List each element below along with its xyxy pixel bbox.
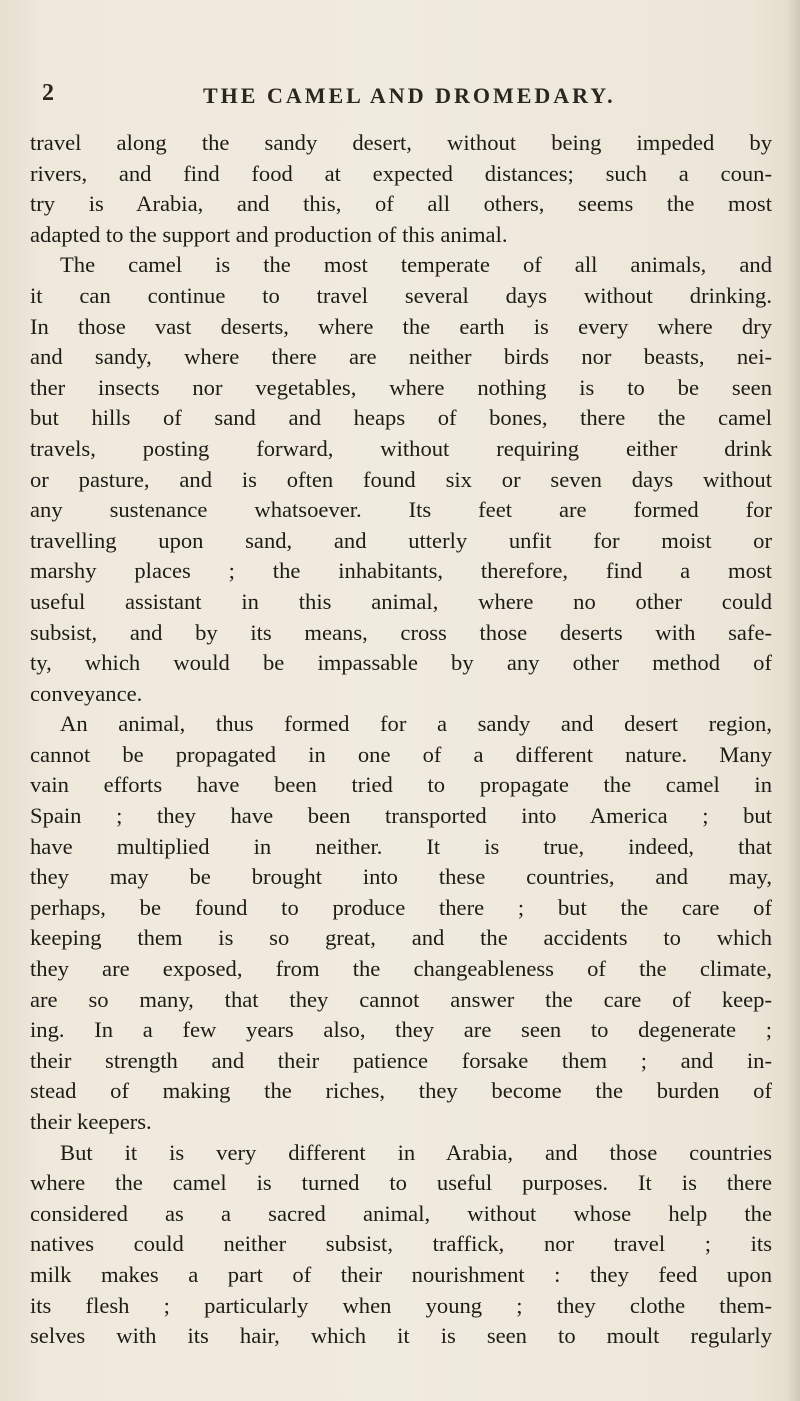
text-line: they are exposed, from the changeableness of the climate, <box>30 956 772 982</box>
text-line: considered as a sacred animal, without whose help the <box>30 1200 772 1226</box>
running-head: THE CAMEL AND DROMEDARY. <box>203 83 616 108</box>
text-line: milk makes a part of their nourishment : they feed upon <box>30 1261 772 1287</box>
text-line: keeping them is so great, and the accidents to which <box>30 925 772 951</box>
text-line: it can continue to travel several days without drinking. <box>30 282 772 308</box>
paragraph-start-line: An animal, thus formed for a sandy and desert region, <box>60 711 772 737</box>
text-line: but hills of sand and heaps of bones, there the camel <box>30 405 772 431</box>
text-line: ther insects nor vegetables, where nothing is to be seen <box>30 374 772 400</box>
body-text <box>30 128 772 1352</box>
text-line: try is Arabia, and this, of all others, seems the most <box>30 191 772 217</box>
text-line: selves with its hair, which it is seen to moult regularly <box>30 1323 772 1349</box>
text-line: and sandy, where there are neither birds nor beasts, nei- <box>30 344 772 370</box>
text-line: their strength and their patience forsake them ; and in- <box>30 1047 772 1073</box>
text-line: have multiplied in neither. It is true, indeed, that <box>30 833 772 859</box>
text-line: marshy places ; the inhabitants, therefore, find a most <box>30 558 772 584</box>
text-line: or pasture, and is often found six or seven days without <box>30 466 772 492</box>
text-line: where the camel is turned to useful purposes. It is there <box>30 1170 772 1196</box>
page-edge-shadow <box>786 0 800 1401</box>
text-line: perhaps, be found to produce there ; but the care of <box>30 894 772 920</box>
text-line: any sustenance whatsoever. Its feet are formed for <box>30 497 772 523</box>
text-line: travel along the sandy desert, without being impeded by <box>30 130 772 155</box>
text-line: their keepers. <box>30 1109 152 1134</box>
text-line: ty, which would be impassable by any other method of <box>30 650 772 676</box>
text-line: subsist, and by its means, cross those deserts with safe- <box>30 619 772 645</box>
text-line: travelling upon sand, and utterly unfit for moist or <box>30 527 772 553</box>
text-line: adapted to the support and production of this animal. <box>30 221 508 247</box>
text-line: In those vast deserts, where the earth is every where dry <box>30 313 772 339</box>
text-line: its flesh ; particularly when young ; they clothe them- <box>30 1292 772 1318</box>
text-line: ing. In a few years also, they are seen to degenerate ; <box>30 1017 772 1043</box>
text-line: cannot be propagated in one of a different nature. Many <box>30 741 772 767</box>
text-line: Spain ; they have been transported into America ; but <box>30 803 772 829</box>
text-line: vain efforts have been tried to propagate the camel in <box>30 772 772 798</box>
text-line: conveyance. <box>30 680 143 706</box>
paragraph-start-line: But it is very different in Arabia, and those countries <box>60 1139 772 1165</box>
text-line: useful assistant in this animal, where no other could <box>30 588 772 614</box>
text-line: rivers, and find food at expected distances; such a coun- <box>30 160 772 186</box>
page-header <box>42 80 762 114</box>
text-line: they may be brought into these countries, and may, <box>30 864 772 890</box>
paragraph-start-line: The camel is the most temperate of all animals, and <box>60 252 772 278</box>
text-line: travels, posting forward, without requiring either drink <box>30 435 772 461</box>
text-line: stead of making the riches, they become the burden of <box>30 1078 772 1104</box>
text-line: are so many, that they cannot answer the care of keep- <box>30 986 772 1012</box>
page-number: 2 <box>42 80 54 106</box>
text-line: natives could neither subsist, traffick, nor travel ; its <box>30 1231 772 1257</box>
